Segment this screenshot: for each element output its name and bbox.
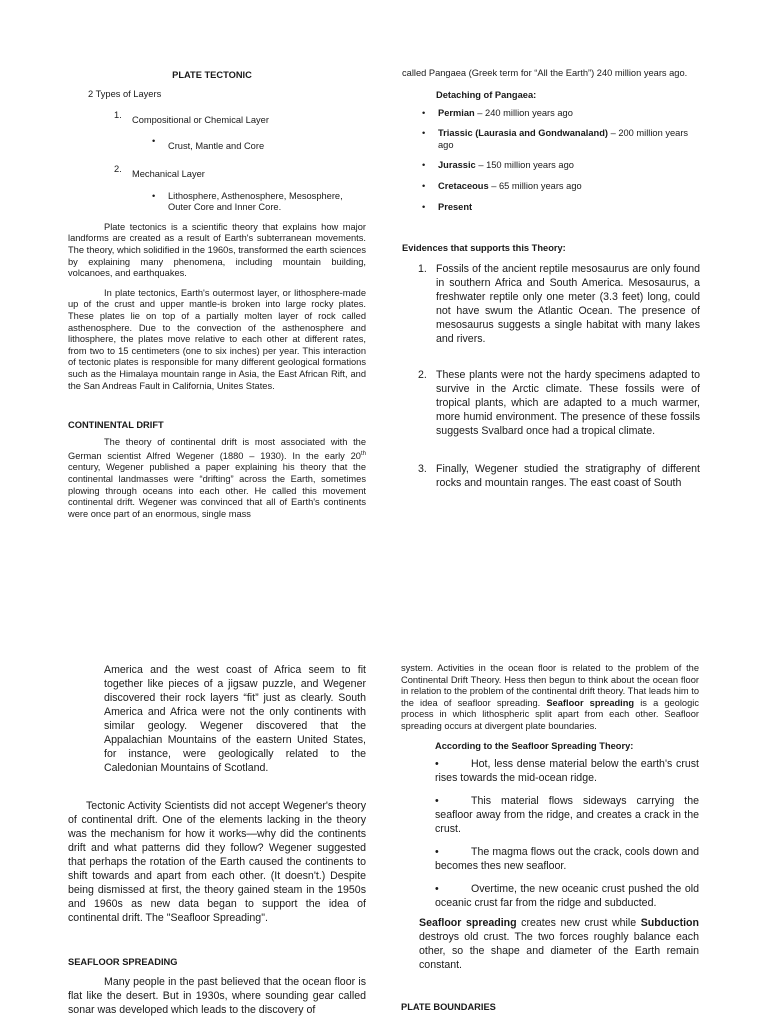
bullet-dot: • bbox=[435, 882, 439, 895]
layer1-label: Compositional or Chemical Layer bbox=[132, 114, 269, 125]
seafloor-summary: Seafloor spreading creates new crust while Subduction destroys old crust. The two forces roughly balance each other, so the shape and diameter of the Earth remain constant. bbox=[419, 916, 699, 971]
evidence-text: Fossils of the ancient reptile mesosaurus are only found in southern Africa and South America. Mesosaurus, a freshwater reptile only one meter (3.3 feet) long, could not have swum the Atlantic Ocean. The presence of mesosaurus suggests a single habitat with many lakes and rivers. bbox=[436, 263, 700, 346]
layer2-label: Mechanical Layer bbox=[132, 168, 205, 179]
period-desc: – 240 million years ago bbox=[474, 107, 573, 118]
evidence-item bbox=[402, 262, 700, 346]
layer1-desc: Crust, Mantle and Core bbox=[168, 140, 265, 151]
period-name: Present bbox=[438, 201, 473, 212]
seafloor-bullet bbox=[435, 794, 699, 836]
continuation-paragraph: America and the west coast of Africa seem to fit together like pieces of a jigsaw puzzle, and Wegener discovered their rock layers “fit” just as clearly. South America and Africa were not the only continents with similar geology. Wegener discovered that the Appalachian Mountains of the eastern United States, for instance, were geologically related to the Caledonian Mountains of Scotland. bbox=[104, 664, 366, 774]
bullet-dot: • bbox=[435, 794, 439, 807]
evidence-number: 1. bbox=[418, 263, 427, 276]
evidence-item bbox=[402, 368, 700, 438]
pangaea-intro: called Pangaea (Greek term for “All the Earth”) 240 million years ago. bbox=[402, 68, 688, 78]
bullet-dot: • bbox=[422, 160, 426, 171]
seafloor-theory-heading: According to the Seafloor Spreading Theory: bbox=[435, 740, 634, 751]
bullet-dot: • bbox=[422, 201, 426, 212]
bullet-dot: • bbox=[152, 135, 156, 146]
bottom-left-column bbox=[68, 663, 366, 1017]
evidence-number: 2. bbox=[418, 369, 427, 382]
seafloor-bullet-text: • This material flows sideways carrying the seafloor away from the ridge, and creates a crack in the crust. bbox=[435, 794, 699, 835]
seafloor-bullet bbox=[435, 882, 699, 910]
hess-paragraph: system. Activities in the ocean floor is related to the problem of the Continental Drift Theory. Hess then begun to think about the ocean floor in relation to the problem of the continental drift theory. That leads him to the idea of seafloor spreading. Seafloor spreading is a geologic process in which lithospheric split apart from each other. Seafloor spreading occurs at divergent plate boundaries. bbox=[401, 663, 699, 731]
period-name: Triassic (Laurasia and Gondwanaland) bbox=[438, 128, 608, 139]
layer2-number: 2. bbox=[114, 163, 122, 174]
layer1-number: 1. bbox=[114, 109, 122, 120]
layer1-bullet bbox=[68, 136, 366, 154]
evidence-list bbox=[402, 262, 700, 490]
detaching-heading: Detaching of Pangaea: bbox=[436, 89, 537, 100]
seafloor-theory-list bbox=[401, 757, 699, 910]
seafloor-bullet bbox=[435, 757, 699, 785]
seafloor-spreading-paragraph: Many people in the past believed that the ocean floor is flat like the desert. But in 1930s, where sounding gear called sonar was developed which leads to the discovery of bbox=[68, 976, 366, 1016]
bullet-dot: • bbox=[152, 190, 156, 201]
seafloor-spreading-heading: SEAFLOOR SPREADING bbox=[68, 957, 178, 967]
top-right-column bbox=[402, 68, 700, 490]
seafloor-bullet-text: • Overtime, the new oceanic crust pushed the old oceanic crust far from the ridge and subducted. bbox=[435, 882, 699, 909]
bullet-dot: • bbox=[435, 845, 439, 858]
tectonic-activity-paragraph: Tectonic Activity Scientists did not accept Wegener's theory of continental drift. One of the elements lacking in the theory was the mechanism for how it works—why did the continents drift and what patterns did they follow? Wegener suggested that perhaps the rotation of the Earth caused the continents to shift towards and apart from each other. (It doesn't.) Despite being dismissed at first, the theory gained steam in the 1950s and 1960s as new data began to support the idea of continental drift. The "Seafloor Spreading". bbox=[68, 800, 366, 924]
document-page-bottom bbox=[0, 655, 768, 1024]
continental-drift-paragraph: The theory of continental drift is most associated with the German scientist Alfred Wegener (1880 – 1930). In the early 20th century, Wegener published a paper explaining his theory that the continental landmasses were “drifting” across the Earth, sometimes plowing through oceans into each other. He called this movement continental drift. Wegener was convinced that all of Earth's continents were once part of an enormous, single mass bbox=[68, 437, 366, 519]
seafloor-bullet bbox=[435, 845, 699, 873]
seafloor-bullet-text: • Hot, less dense material below the earth's crust rises towards the mid-ocean ridge. bbox=[435, 757, 699, 784]
plate-tectonics-paragraph-1: Plate tectonics is a scientific theory that explains how major landforms are created as a result of Earth's subterranean movements. The theory, which solidified in the 1960s, transformed the earth sciences by explaining many phenomena, including mountain building, volcanoes, and earthquakes. bbox=[68, 221, 366, 279]
seafloor-bullet-text: • The magma flows out the crack, cools down and becomes thes new seafloor. bbox=[435, 845, 699, 872]
layer2-bullet bbox=[68, 191, 366, 214]
plate-tectonics-paragraph-2: In plate tectonics, Earth's outermost layer, or lithosphere-made up of the crust and upper mantle-is broken into large rocky plates. These plates lie on top of a partially molten layer of rock called asthenosphere. Due to the convection of the asthenosphere and lithosphere, the plates move relative to each other at different rates, from two to 15 centimeters (one to six inches) per year. This interaction of tectonic plates is responsible for many different geological formations such as the Himalaya mountain range in Asia, the East African Rift, and the San Andreas Fault in California, Unites States. bbox=[68, 287, 366, 391]
layer2-desc: Lithosphere, Asthenosphere, Mesosphere, Outer Core and Inner Core. bbox=[168, 190, 343, 213]
period-name: Cretaceous bbox=[438, 180, 489, 191]
period-list bbox=[402, 108, 700, 214]
period-item bbox=[402, 160, 700, 172]
evidence-text: These plants were not the hardy specimens adapted to survive in the Arctic climate. These fossils were of tropical plants, which are adapted to a much warmer, more humid environment. The presence of these fossils suggests Svalbard once had a tropical climate. bbox=[436, 369, 700, 438]
page-title: PLATE TECTONIC bbox=[172, 70, 252, 80]
evidence-number: 3. bbox=[418, 463, 427, 476]
bottom-right-column bbox=[401, 663, 699, 1012]
bullet-dot: • bbox=[422, 180, 426, 191]
period-item bbox=[402, 181, 700, 193]
period-item bbox=[402, 202, 700, 214]
bullet-dot: • bbox=[435, 757, 439, 770]
continental-drift-heading: CONTINENTAL DRIFT bbox=[68, 420, 164, 431]
bullet-dot: • bbox=[422, 107, 426, 118]
bullet-dot: • bbox=[422, 128, 426, 139]
layer2-item bbox=[68, 164, 366, 182]
period-desc: – 65 million years ago bbox=[488, 180, 582, 191]
layer1-item bbox=[68, 110, 366, 128]
top-left-column bbox=[68, 70, 366, 520]
period-item bbox=[402, 108, 700, 120]
types-heading: 2 Types of Layers bbox=[88, 89, 162, 99]
period-item bbox=[402, 128, 700, 151]
period-desc: – 200 million years ago bbox=[438, 128, 689, 150]
evidence-item bbox=[402, 462, 700, 490]
evidence-heading: Evidences that supports this Theory: bbox=[402, 243, 566, 254]
period-name: Permian bbox=[438, 107, 475, 118]
plate-boundaries-heading: PLATE BOUNDARIES bbox=[401, 1001, 496, 1012]
evidence-text: Finally, Wegener studied the stratigraphy of different rocks and mountain ranges. The east coast of South bbox=[436, 463, 700, 490]
period-name: Jurassic bbox=[438, 160, 476, 171]
period-desc: – 150 million years ago bbox=[475, 160, 574, 171]
